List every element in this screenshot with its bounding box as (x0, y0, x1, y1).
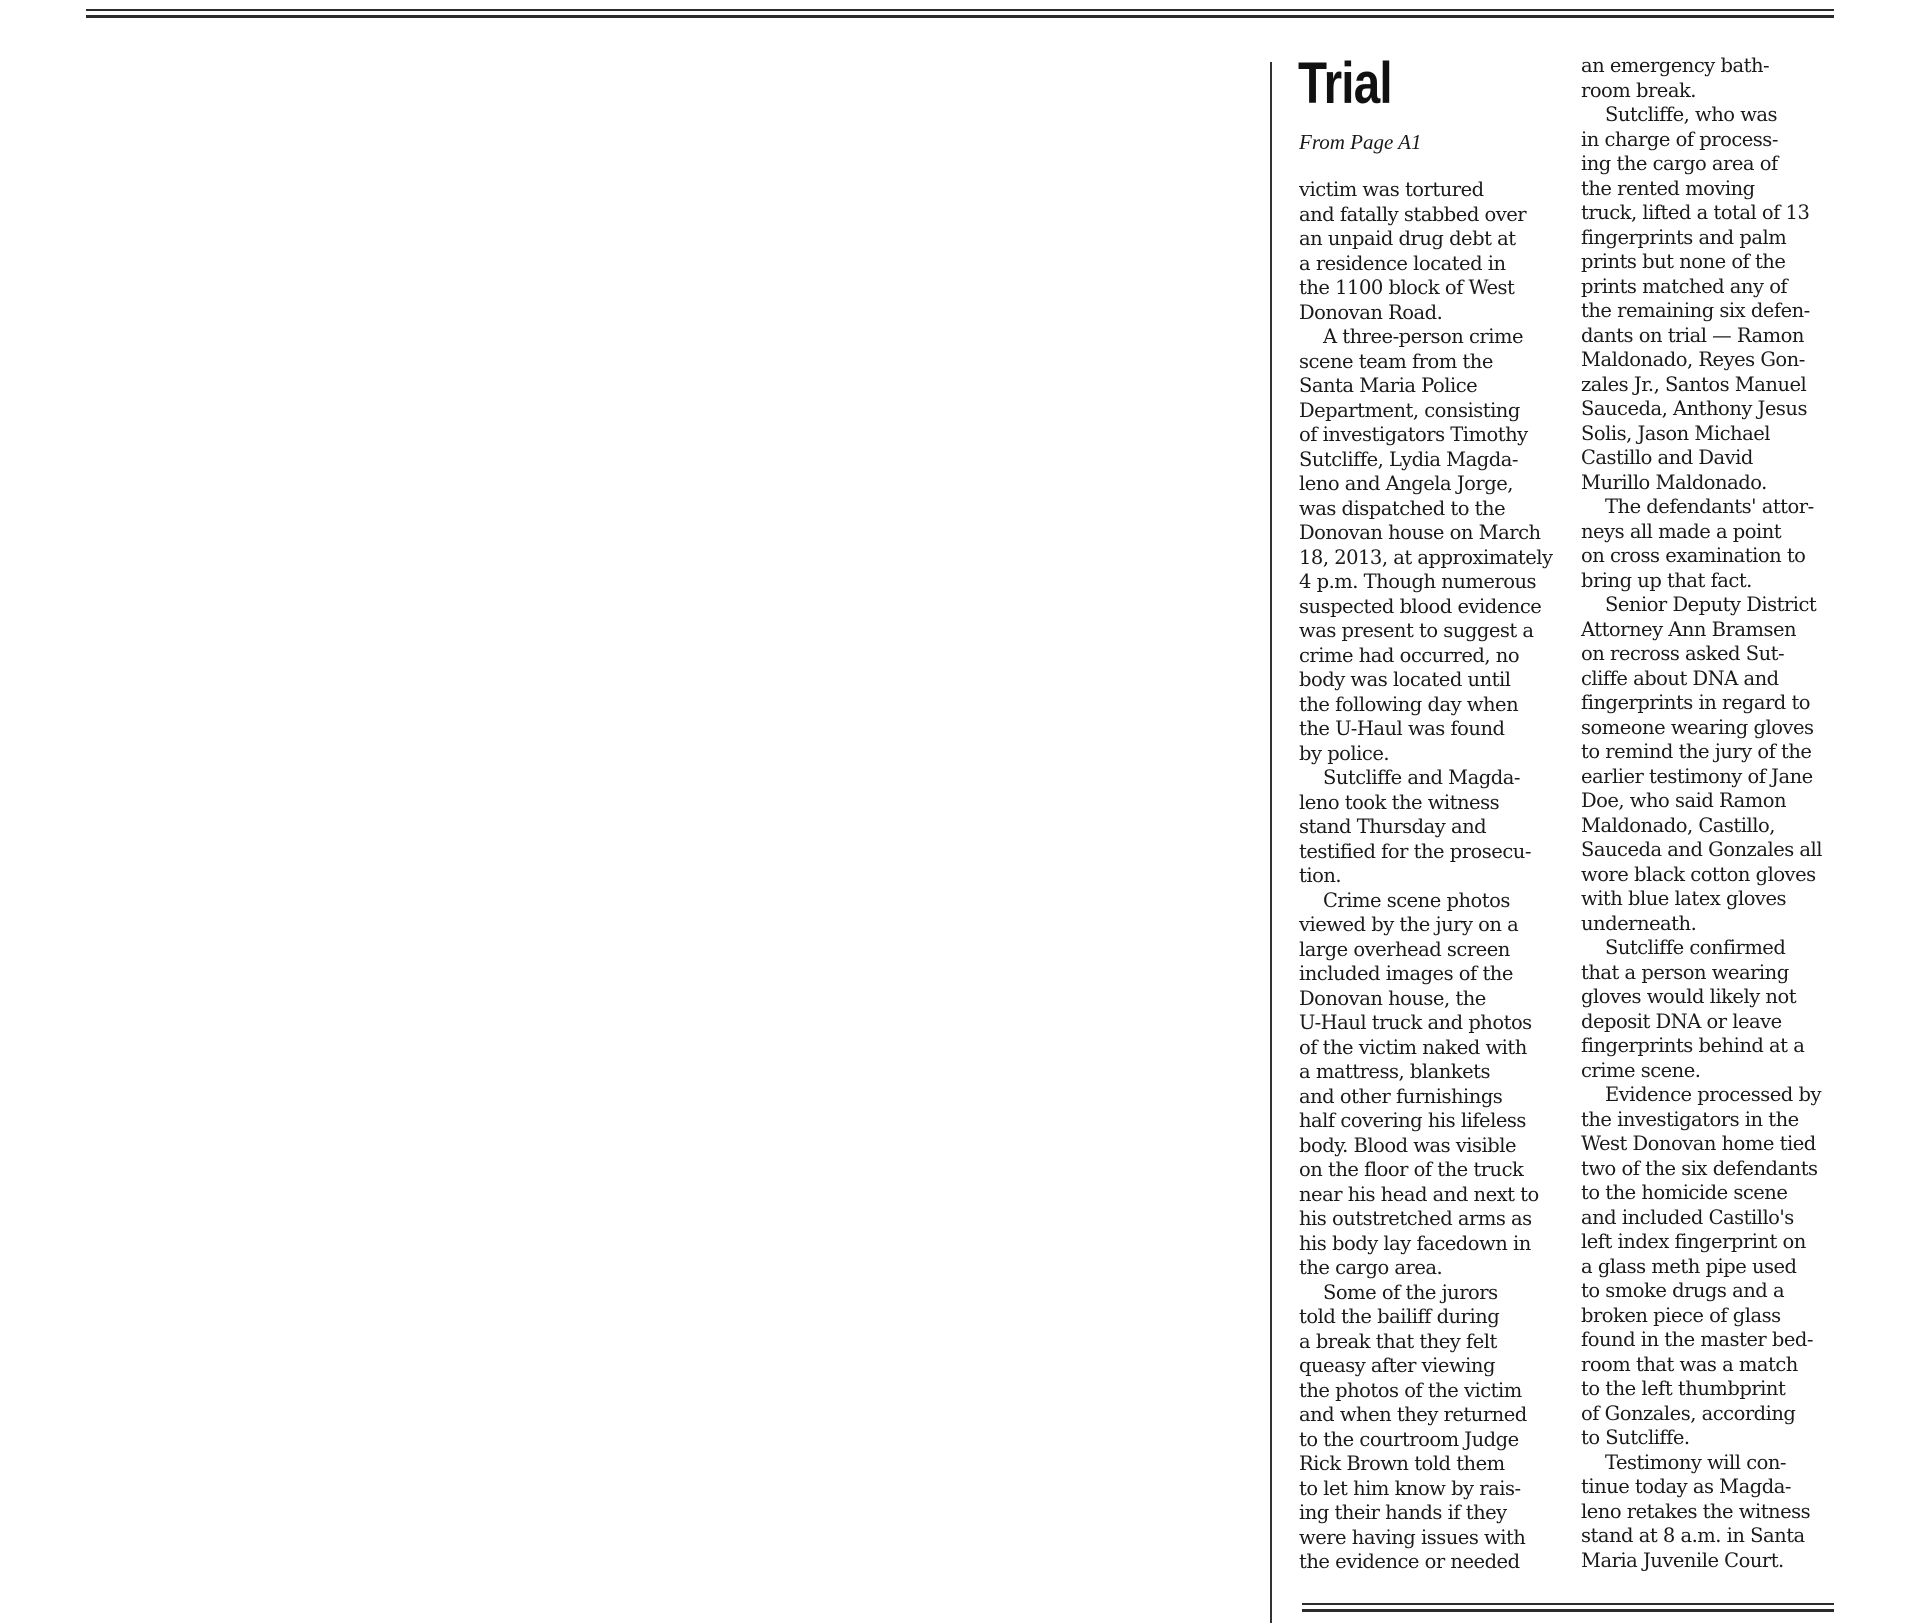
text-line: neys all made a point (1581, 519, 1782, 543)
text-line: Maria Juvenile Court. (1581, 1548, 1784, 1572)
text-line: Sutcliffe, who was (1605, 103, 1778, 126)
text-line: his body lay facedown in (1299, 1231, 1531, 1255)
text-line: of investigators Timothy (1299, 423, 1528, 446)
top-double-rule (86, 9, 1834, 19)
text-line: Crime scene photos (1323, 888, 1510, 912)
bottom-rule-thick-line (1302, 1609, 1834, 1612)
text-line: gloves would likely not (1581, 985, 1797, 1008)
text-line: room break. (1581, 78, 1696, 102)
text-line: a break that they felt (1299, 1329, 1497, 1353)
text-line: Murillo Maldonado. (1581, 470, 1767, 494)
text-line: someone wearing gloves (1581, 715, 1814, 739)
text-line: Sutcliffe, Lydia Magda- (1299, 447, 1518, 471)
text-line: tion. (1299, 864, 1342, 887)
text-line: tinue today as Magda- (1581, 1475, 1791, 1498)
text-line: left index fingerprint on (1581, 1230, 1806, 1253)
text-line: Sutcliffe and Magda- (1323, 766, 1520, 789)
text-line: the following day when (1299, 692, 1519, 716)
text-line: dants on trial — Ramon (1581, 323, 1804, 347)
text-line: ing the cargo area of (1581, 152, 1778, 175)
text-line: Sauceda, Anthony Jesus (1581, 397, 1807, 420)
text-line: Evidence processed by (1605, 1083, 1821, 1106)
text-line: leno and Angela Jorge, (1299, 472, 1513, 495)
text-line: the cargo area. (1299, 1256, 1443, 1279)
text-line: underneath. (1581, 911, 1697, 935)
text-line: a glass meth pipe used (1581, 1254, 1797, 1278)
text-line: A three-person crime (1323, 325, 1524, 348)
text-line: was present to suggest a (1299, 619, 1534, 642)
text-line: of Gonzales, according (1581, 1401, 1796, 1425)
text-line: to the homicide scene (1581, 1181, 1788, 1204)
text-line: deposit DNA or leave (1581, 1009, 1782, 1033)
text-line: crime scene. (1581, 1058, 1701, 1082)
text-line: to smoke drugs and a (1581, 1279, 1785, 1302)
text-line: the remaining six defen- (1581, 299, 1810, 322)
text-line: room that was a match (1581, 1352, 1798, 1376)
bottom-rule-thin-line (1302, 1603, 1834, 1605)
text-line: stand Thursday and (1299, 815, 1487, 838)
text-line: that a person wearing (1581, 960, 1789, 984)
text-line: Donovan house on March (1299, 521, 1541, 544)
text-line: of the victim naked with (1299, 1035, 1527, 1059)
text-line: The defendants' attor- (1605, 495, 1814, 518)
text-line: were having issues with (1299, 1525, 1526, 1549)
text-line: found in the master bed- (1581, 1328, 1813, 1351)
text-line: leno retakes the witness (1581, 1499, 1811, 1523)
text-line: to the left thumbprint (1581, 1377, 1786, 1400)
text-line: body. Blood was visible (1299, 1133, 1517, 1157)
text-line: Donovan Road. (1299, 300, 1443, 324)
text-line: stand at 8 a.m. in Santa (1581, 1524, 1805, 1547)
text-line: West Donovan home tied (1581, 1132, 1816, 1155)
text-line: earlier testimony of Jane (1581, 764, 1813, 788)
text-line: an emergency bath- (1581, 54, 1770, 77)
text-line: Maldonado, Castillo, (1581, 813, 1775, 837)
text-line: to remind the jury of the (1581, 740, 1812, 763)
text-line: prints but none of the (1581, 250, 1786, 273)
text-line: half covering his lifeless (1299, 1109, 1526, 1132)
top-rule-thin-line (86, 9, 1834, 11)
text-line: Department, consisting (1299, 398, 1520, 422)
text-line: in charge of process- (1581, 127, 1778, 151)
article-column-2 (1581, 54, 1843, 1573)
text-line: a mattress, blankets (1299, 1060, 1490, 1083)
text-line: on recross asked Sut- (1581, 642, 1785, 665)
text-line: bring up that fact. (1581, 568, 1752, 592)
text-line: cliffe about DNA and (1581, 666, 1779, 690)
bottom-double-rule (1302, 1603, 1834, 1613)
text-line: Doe, who said Ramon (1581, 789, 1787, 812)
text-line: fingerprints in regard to (1581, 691, 1811, 714)
text-line: by police. (1299, 741, 1390, 765)
text-line: Sauceda and Gonzales all (1581, 838, 1823, 861)
text-line: truck, lifted a total of 13 (1581, 201, 1810, 224)
text-line: Senior Deputy District (1605, 593, 1817, 616)
text-line: to Sutcliffe. (1581, 1426, 1690, 1449)
text-line: the investigators in the (1581, 1107, 1799, 1131)
text-line: Testimony will con- (1605, 1450, 1787, 1474)
text-line: the evidence or needed (1299, 1550, 1520, 1573)
text-line: U-Haul truck and photos (1299, 1011, 1532, 1034)
text-line: Some of the jurors (1323, 1280, 1498, 1304)
top-rule-thick-line (86, 15, 1834, 18)
text-line: and included Castillo's (1581, 1205, 1794, 1229)
text-line: crime had occurred, no (1299, 643, 1520, 667)
text-line: leno took the witness (1299, 790, 1500, 814)
text-line: the rented moving (1581, 176, 1755, 200)
text-line: testified for the prosecu- (1299, 839, 1531, 863)
text-line: near his head and next to (1299, 1182, 1539, 1206)
text-line: wore black cotton gloves (1581, 862, 1816, 886)
text-line: two of the six defendants (1581, 1156, 1818, 1180)
text-line: Santa Maria Police (1299, 374, 1478, 397)
text-line: to let him know by rais- (1299, 1476, 1521, 1500)
text-line: his outstretched arms as (1299, 1207, 1532, 1230)
text-line: queasy after viewing (1299, 1354, 1495, 1377)
text-line: with blue latex gloves (1581, 887, 1786, 910)
text-line: the U-Haul was found (1299, 717, 1505, 740)
text-line: ing their hands if they (1299, 1501, 1507, 1524)
text-line: fingerprints behind at a (1581, 1034, 1805, 1057)
text-line: large overhead screen (1299, 937, 1510, 961)
text-line: prints matched any of (1581, 274, 1788, 298)
text-line: broken piece of glass (1581, 1303, 1781, 1327)
text-line: included images of the (1299, 962, 1513, 985)
text-line: Maldonado, Reyes Gon- (1581, 348, 1805, 371)
article-column-1 (1299, 178, 1561, 1575)
text-line: Sutcliffe confirmed (1605, 936, 1786, 959)
text-line: Solis, Jason Michael (1581, 421, 1771, 445)
text-line: on the floor of the truck (1299, 1158, 1524, 1181)
text-line: fingerprints and palm (1581, 225, 1787, 249)
text-line: scene team from the (1299, 349, 1493, 373)
text-line: the photos of the victim (1299, 1378, 1522, 1402)
text-line: to the courtroom Judge (1299, 1427, 1519, 1451)
text-line: victim was tortured (1299, 178, 1484, 201)
text-line: and fatally stabbed over (1299, 202, 1527, 226)
text-line: suspected blood evidence (1299, 594, 1542, 618)
text-line: 4 p.m. Though numerous (1299, 570, 1537, 593)
text-line: told the bailiff during (1299, 1305, 1500, 1328)
text-line: the 1100 block of West (1299, 276, 1515, 299)
text-line: on cross examination to (1581, 544, 1806, 567)
text-line: viewed by the jury on a (1299, 913, 1519, 936)
text-line: and when they returned (1299, 1403, 1527, 1426)
text-line: Rick Brown told them (1299, 1452, 1505, 1475)
text-line: Donovan house, the (1299, 986, 1486, 1010)
text-line: Attorney Ann Bramsen (1581, 617, 1797, 641)
text-line: an unpaid drug debt at (1299, 227, 1516, 250)
jump-line: From Page A1 (1299, 130, 1422, 154)
text-line: a residence located in (1299, 251, 1506, 275)
text-line: 18, 2013, at approximately (1299, 545, 1553, 569)
text-line: was dispatched to the (1299, 496, 1506, 520)
column-divider (1270, 62, 1272, 1623)
article-headline: Trial (1298, 51, 1392, 116)
text-line: zales Jr., Santos Manuel (1581, 372, 1807, 396)
text-line: Castillo and David (1581, 446, 1753, 469)
text-line: body was located until (1299, 668, 1511, 691)
text-line: and other furnishings (1299, 1084, 1503, 1108)
